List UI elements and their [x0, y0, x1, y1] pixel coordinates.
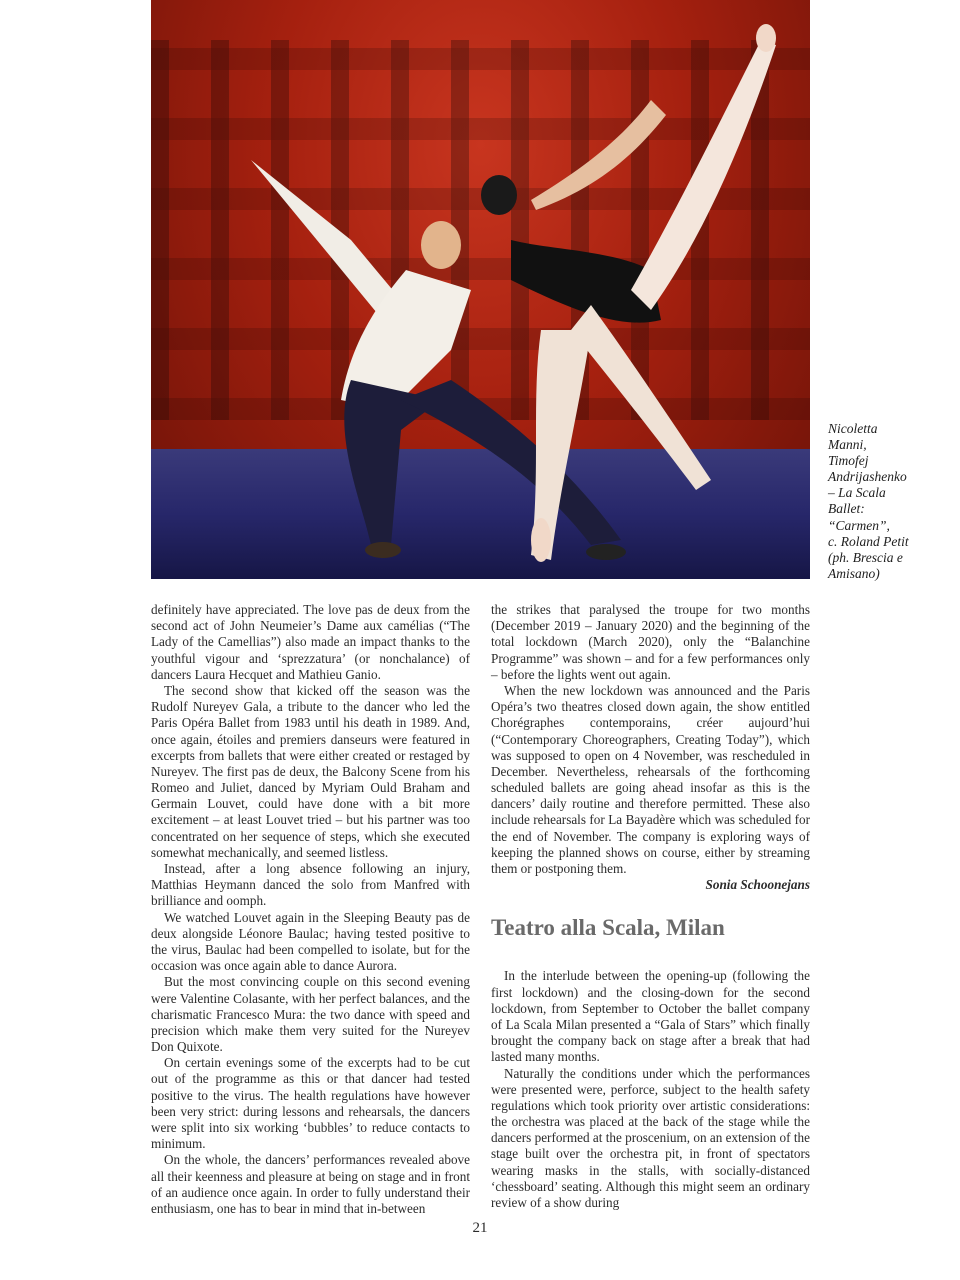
article-column-right	[491, 602, 810, 1211]
caption-line: c. Roland Petit	[828, 533, 909, 549]
caption-line: (ph. Brescia e	[828, 549, 903, 565]
caption-line: “Carmen”,	[828, 517, 890, 533]
section-heading: Teatro alla Scala, Milan	[491, 915, 725, 941]
author-signature: Sonia Schoonejans	[705, 877, 810, 893]
ballet-photo	[151, 0, 810, 579]
paragraph: When the new lockdown was announced and the Paris Opéra’s two theatres closed down again, the show entitled Chorégraphes contemporains, créer aujourd’hui (“Contemporary Choreographers, Creating Today”), which was supposed to open on 4 November, was rescheduled in December. Nevertheless, rehearsals of the forthcoming scheduled ballets are going ahead insofar as this is the dancers’ daily routine and therefore permitted. These also include rehearsals for La Bayadère which was scheduled for the end of November. The company is exploring ways of keeping the planned shows on course, either by streaming them or postponing them.	[491, 682, 810, 876]
caption-line: Timofej	[828, 453, 869, 469]
caption-line: – La Scala	[828, 485, 886, 501]
article-column-left	[151, 602, 470, 1217]
paragraph: We watched Louvet again in the Sleeping Beauty pas de deux alongside Léonore Baulac; having tested positive to the virus, Baulac had been compelled to isolate, but for the occasion was once again able to dance Aurora.	[151, 909, 470, 974]
caption-line: Ballet:	[828, 501, 865, 517]
caption-line: Manni,	[828, 437, 867, 453]
paragraph: But the most convincing couple on this second evening were Valentine Colasante, with her perfect balances, and the charismatic Francesco Mura: the two dance with speed and precision which make them very suited for the Nureyev Don Quixote.	[151, 974, 470, 1055]
page-number: 21	[472, 1220, 488, 1236]
paragraph: the strikes that paralysed the troupe for two months (December 2019 – January 2020) and the beginning of the total lockdown (March 2020), only the “Balanchine Programme” was shown – and for a few performances only – before the lights went out again.	[491, 602, 810, 682]
paragraph: Naturally the conditions under which the performances were presented were, perforce, subject to the health safety regulations which took priority over artistic considerations: the orchestra was placed at the back of the stage while the dancers performed at the proscenium, on an extension of the stage built over the orchestra pit, in front of spectators wearing masks in the stalls, with socially-distanced ‘chessboard’ seating. Although this might seem an ordinary review of a show during	[491, 1065, 810, 1210]
female-dancer	[481, 24, 776, 562]
photo-caption	[828, 421, 928, 582]
paragraph: The second show that kicked off the season was the Rudolf Nureyev Gala, a tribute to the dancer who led the Paris Opéra Ballet from 1983 until his death in 1989. And, once again, étoiles and premiers danseurs were featured in excerpts from ballets that were either created or restaged by Nureyev. The first pas de deux, the Balcony Scene from his Romeo and Juliet, danced by Myriam Ould Braham and Germain Louvet, could have done with a bit more excitement – at least Louvet tried – but his partner was too concentrated on her sequence of steps, which she executed somewhat mechanically, and seemed listless.	[151, 682, 470, 860]
caption-line: Andrijashenko	[828, 469, 907, 485]
paragraph: Instead, after a long absence following an injury, Matthias Heymann danced the solo from Manfred with brilliance and oomph.	[151, 861, 470, 909]
caption-line: Nicoletta	[828, 421, 878, 436]
paragraph: On certain evenings some of the excerpts had to be cut out of the programme as this or that dancer had tested positive to the virus. The health regulations have however been very strict: during lessons and rehearsals, the dancers were split into six working ‘bubbles’ to reduce contacts to minimum.	[151, 1055, 470, 1152]
paragraph: In the interlude between the opening-up (following the first lockdown) and the closing-down for the second lockdown, from September to October the ballet company of La Scala Milan presented a “Gala of Stars” which finally brought the company back on stage after a break that had lasted many months.	[491, 968, 810, 1065]
dancers-illustration	[151, 0, 810, 579]
paragraph: definitely have appreciated. The love pas de deux from the second act of John Neumeier’s Dame aux camélias (“The Lady of the Camellias”) also made an impact thanks to the youthful vigour and ‘sprezzatura’ (or nonchalance) of dancers Laura Hecquet and Mathieu Ganio.	[151, 602, 470, 682]
paragraph: On the whole, the dancers’ performances revealed above all their keenness and pleasure at being on stage and in front of an audience once again. In order to fully understand their enthusiasm, one has to bear in mind that in-between	[151, 1152, 470, 1216]
caption-line: Amisano)	[828, 565, 880, 581]
